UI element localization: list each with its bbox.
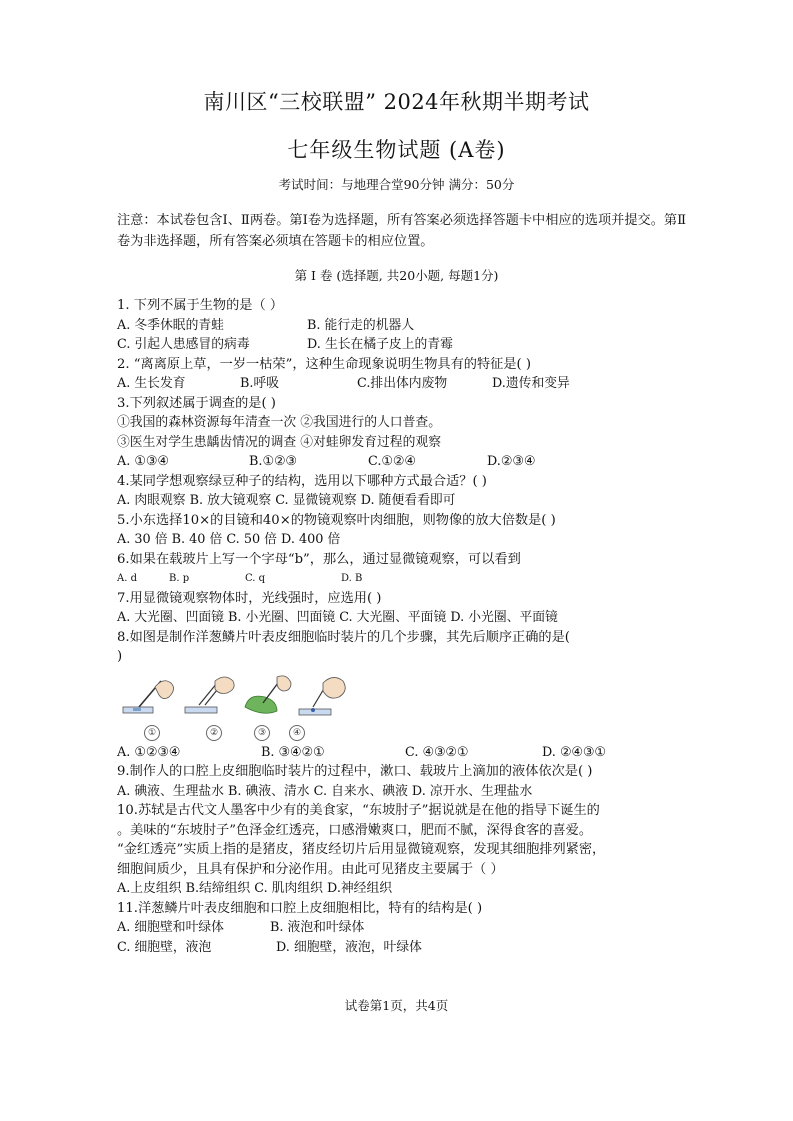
- question-8-option-b: B. ③④②①: [261, 744, 325, 760]
- question-8-options: [117, 743, 697, 763]
- question-10-options: A.上皮组织 B.结缔组织 C. 肌肉组织 D.神经组织: [117, 881, 393, 896]
- question-5-options: A. 30 倍 B. 40 倍 C. 50 倍 D. 400 倍: [117, 532, 341, 547]
- question-1-stem: 1. 下列不属于生物的是（ ）: [117, 298, 284, 313]
- exam-info: 考试时间：与地理合堂90分钟 满分：50分: [278, 177, 515, 192]
- question-1-option-b: B. 能行走的机器人: [307, 317, 415, 333]
- question-8-stem-cont: ): [117, 649, 123, 664]
- question-3-option-a: A. ①③④: [117, 454, 169, 469]
- question-7-stem: 7.用显微镜观察物体时，光线强时，应选用( ): [117, 590, 382, 606]
- question-3-option-b: B.①②③: [249, 454, 297, 469]
- step-4-illustration: [297, 673, 357, 721]
- step-1-label: ①: [144, 725, 160, 741]
- question-6-option-d: D. B: [341, 573, 363, 584]
- question-3-line1: ①我国的森林资源每年清查一次 ②我国进行的人口普查。: [117, 415, 441, 430]
- step-2-label: ②: [206, 725, 222, 741]
- question-3-options: [117, 452, 697, 472]
- step-3-label: ③: [254, 725, 270, 741]
- question-10-stem-1: 10.苏轼是古代文人墨客中少有的美食家，“东坡肘子”据说就是在他的指导下诞生的: [117, 803, 600, 818]
- question-3-option-c: C.①②④: [368, 454, 416, 469]
- questions: [117, 296, 697, 957]
- exam-title: 南川区“三校联盟” 2024年秋期半期考试: [203, 90, 590, 114]
- question-1-option-c: C. 引起人患感冒的病毒: [117, 337, 250, 352]
- question-8-option-c: C. ④③②①: [405, 744, 469, 760]
- question-7-options: A. 大光圈、凹面镜 B. 小光圈、凹面镜 C. 大光圈、平面镜 D. 小光圈、平面镜: [117, 610, 558, 625]
- notice-text: 注意：本试卷包含Ⅰ、Ⅱ两卷。第Ⅰ卷为选择题，所有答案必须选择答题卡中相应的选项并提交。第Ⅱ卷为非选择题，所有答案必须填在答题卡的相应位置。: [117, 213, 687, 249]
- question-11-option-c: C. 细胞壁，液泡: [117, 939, 212, 955]
- question-2-option-d: D.遗传和变异: [492, 376, 570, 391]
- question-4-options: A. 肉眼观察 B. 放大镜观察 C. 显微镜观察 D. 随便看看即可: [117, 493, 456, 508]
- page-footer: 试卷第1页，共4页: [344, 998, 449, 1013]
- question-11-option-d: D. 细胞壁，液泡，叶绿体: [276, 939, 422, 955]
- question-10-stem-3: “金红透亮”实质上指的是猪皮，猪皮经切片后用显微镜观察，发现其细胞排列紧密，: [117, 842, 606, 857]
- question-5-stem: 5.小东选择10×的目镜和40×的物镜观察叶肉细胞，则物像的放大倍数是( ): [117, 512, 556, 528]
- question-9-options: A. 碘液、生理盐水 B. 碘液、清水 C. 自来水、碘液 D. 凉开水、生理盐水: [117, 783, 533, 799]
- step-2-illustration: [181, 673, 241, 721]
- question-11-stem: 11.洋葱鳞片叶表皮细胞和口腔上皮细胞相比，特有的结构是( ): [117, 900, 483, 916]
- step-3-illustration: [241, 673, 301, 721]
- question-11-options-row2: [117, 938, 697, 958]
- exam-subtitle: 七年级生物试题 (A卷): [287, 138, 506, 162]
- question-8-stem: 8.如图是制作洋葱鳞片叶表皮细胞临时装片的几个步骤，其先后顺序正确的是(: [117, 629, 570, 645]
- question-9-stem: 9.制作人的口腔上皮细胞临时装片的过程中，漱口、载玻片上滴加的液体依次是( ): [117, 764, 593, 779]
- question-11-option-a: A. 细胞壁和叶绿体: [117, 920, 224, 935]
- question-2-options: [117, 374, 697, 394]
- question-4-stem: 4.某同学想观察绿豆种子的结构，选用以下哪种方式最合适？( ): [117, 473, 487, 489]
- question-3-option-d: D.②③④: [487, 454, 536, 469]
- question-2-option-a: A. 生长发育: [117, 376, 186, 391]
- question-10-stem-2: 。美味的“东坡肘子”色泽金红透亮，口感滑嫩爽口，肥而不腻，深得食客的喜爱。: [117, 822, 593, 838]
- question-1-options-row1: [117, 316, 697, 336]
- question-2-stem: 2. “离离原上草，一岁一枯荣”，这种生命现象说明生物具有的特征是( ): [117, 356, 531, 372]
- question-1-option-a: A. 冬季休眠的青蛙: [117, 317, 224, 333]
- question-6-option-b: B. p: [169, 573, 190, 584]
- question-2-option-b: B.呼吸: [240, 376, 280, 391]
- question-2-option-c: C.排出体内废物: [357, 376, 448, 391]
- question-8-option-a: A. ①②③④: [117, 744, 181, 760]
- question-3-line2: ③医生对学生患龋齿情况的调查 ④对蛙卵发育过程的观察: [117, 434, 441, 450]
- slide-preparation-figure: [117, 673, 697, 743]
- step-1-illustration: [119, 673, 179, 721]
- question-11-options-row1: [117, 918, 697, 938]
- question-3-stem: 3.下列叙述属于调查的是( ): [117, 395, 276, 411]
- question-10-stem-4: 细胞间质少，且具有保护和分泌作用。由此可见猪皮主要属于（ ）: [117, 861, 504, 877]
- step-4-label: ④: [289, 725, 305, 741]
- question-1-options-row2: [117, 335, 697, 355]
- question-6-option-a: A. d: [117, 573, 137, 584]
- section-title: 第 Ⅰ 卷 (选择题, 共20小题, 每题1分): [294, 268, 499, 283]
- question-6-option-c: C. q: [245, 573, 266, 584]
- question-11-option-b: B. 液泡和叶绿体: [270, 920, 365, 935]
- question-1-option-d: D. 生长在橘子皮上的青霉: [307, 337, 453, 352]
- question-6-options: [117, 569, 697, 589]
- question-8-option-d: D. ②④③①: [542, 744, 606, 760]
- question-6-stem: 6.如果在载玻片上写一个字母“b”，那么，通过显微镜观察，可以看到: [117, 551, 521, 567]
